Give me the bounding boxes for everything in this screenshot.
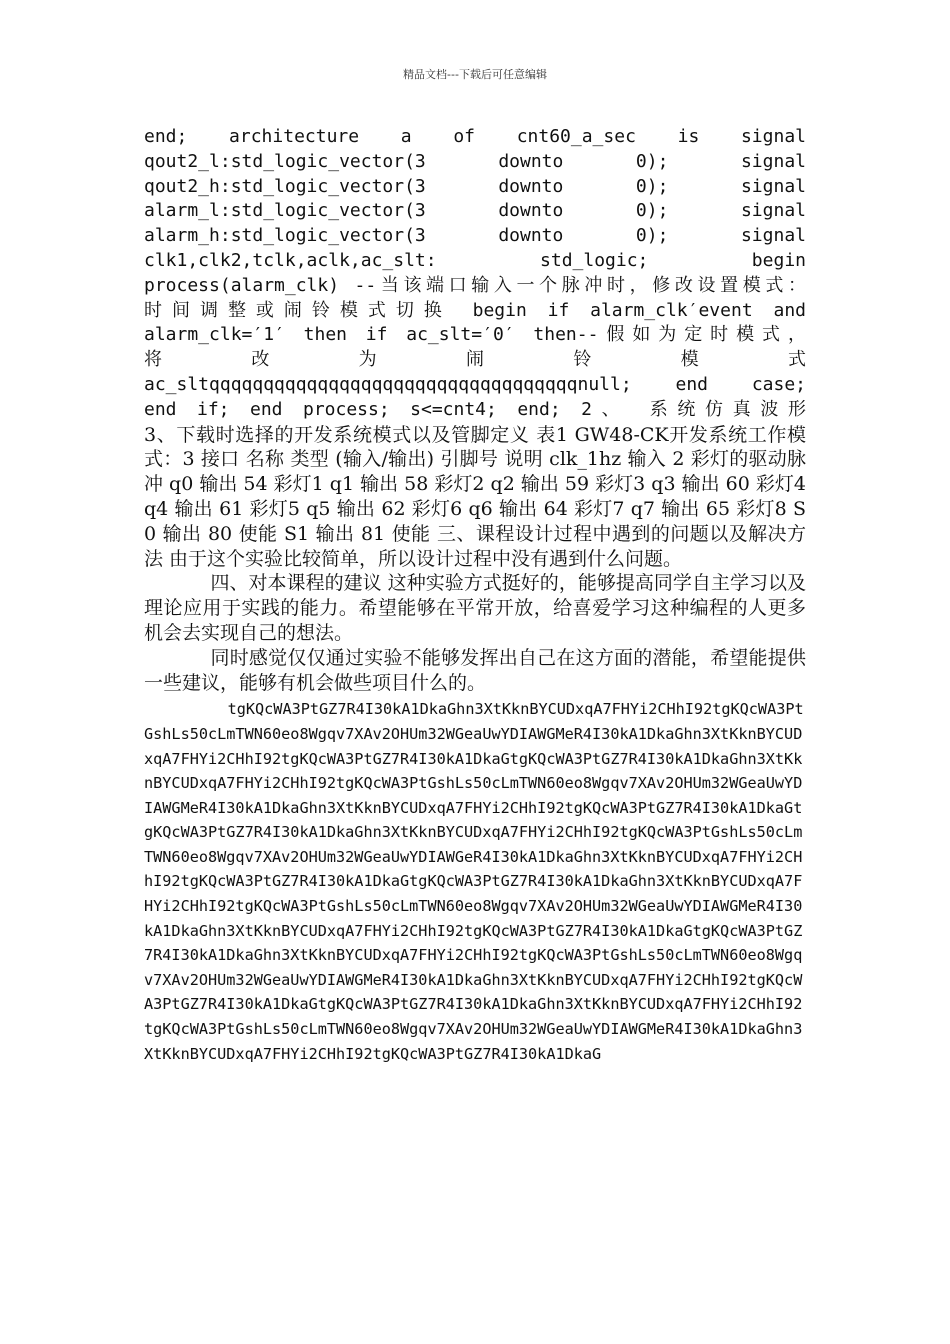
code-line: ac_sltqqqqqqqqqqqqqqqqqqqqqqqqqqqqqqqqqqnull; end case; — [144, 373, 806, 395]
code-line: 将 改 为 闹 铃 模 式 — [144, 349, 806, 371]
paragraph-suggestions: 四、对本课程的建议 这种实验方式挺好的，能够提高同学自主学习以及理论应用于实践的能力。希望能够在平常开放，给喜爱学习这种编程的人更多机会去实现自己的想法。 — [144, 572, 806, 644]
code-line: clk1,clk2,tclk,aclk,ac_slt: std_logic; begin — [144, 249, 806, 271]
code-line: end; architecture a of cnt60_a_sec is signal — [144, 126, 806, 147]
code-line: alarm_h:std_logic_vector(3 downto 0); signal — [144, 225, 806, 247]
code-line: process(alarm_clk) --当该端口输入一个脉冲时，修改设置模式： — [144, 274, 806, 296]
code-line: alarm_l:std_logic_vector(3 downto 0); signal — [144, 200, 806, 222]
body-text — [144, 423, 806, 696]
code-line: 时间调整或闹铃模式切换 begin if alarm_clk′event and — [144, 299, 806, 321]
code-line: qout2_h:std_logic_vector(3 downto 0); signal — [144, 175, 806, 197]
code-line: alarm_clk=′1′ then if ac_slt=′0′ then--假如为定时模式， — [144, 324, 806, 346]
paragraph-pin-definitions: 3、下载时选择的开发系统模式以及管脚定义 表1 GW48-CK开发系统工作模式：3 接口 名称 类型 (输入/输出) 引脚号 说明 clk_1hz 输入 2 彩灯的驱动脉冲 q0 输出 54 彩灯1 q1 输出 58 彩灯2 q2 输出 59 彩灯3 q3 输出 60 彩灯4 q4 输出 61 彩灯5 q5 输出 62 彩灯6 q6 输出 64 彩灯7 q7 输出 65 彩灯8 S0 输出 80 使能 S1 输出 81 使能 三、课程设计过程中遇到的问题以及解决方法 由于这个实验比较简单，所以设计过程中没有遇到什么问题。 — [144, 423, 806, 570]
code-line: qout2_l:std_logic_vector(3 downto 0); signal — [144, 150, 806, 172]
garbled-text-block: tgKQcWA3PtGZ7R4I30kA1DkaGhn3XtKknBYCUDxqA7FHYi2CHhI92tgKQcWA3PtGshLs50cLmTWN60eo8Wgqv7XAv2OHUm32WGeaUwYDIAWGMeR4I30kA1DkaGhn3XtKknBYCUDxqA7FHYi2CHhI92tgKQcWA3PtGZ7R4I30kA1DkaGtgKQcWA3PtGZ7R4I30kA1DkaGhn3XtKknBYCUDxqA7FHYi2CHhI92tgKQcWA3PtGshLs50cLmTWN60eo8Wgqv7XAv2OHUm32WGeaUwYDIAWGMeR4I30kA1DkaGhn3XtKknBYCUDxqA7FHYi2CHhI92tgKQcWA3PtGZ7R4I30kA1DkaGtgKQcWA3PtGZ7R4I30kA1DkaGhn3XtKknBYCUDxqA7FHYi2CHhI92tgKQcWA3PtGshLs50cLmTWN60eo8Wgqv7XAv2OHUm32WGeaUwYDIAWGeR4I30kA1DkaGhn3XtKknBYCUDxqA7FHYi2CHhI92tgKQcWA3PtGZ7R4I30kA1DkaGtgKQcWA3PtGZ7R4I30kA1DkaGhn3XtKknBYCUDxqA7FHYi2CHhI92tgKQcWA3PtGshLs50cLmTWN60eo8Wgqv7XAv2OHUm32WGeaUwYDIAWGMeR4I30kA1DkaGhn3XtKknBYCUDxqA7FHYi2CHhI92tgKQcWA3PtGZ7R4I30kA1DkaGtgKQcWA3PtGZ7R4I30kA1DkaGhn3XtKknBYCUDxqA7FHYi2CHhI92tgKQcWA3PtGshLs50cLmTWN60eo8Wgqv7XAv2OHUm32WGeaUwYDIAWGMeR4I30kA1DkaGhn3XtKknBYCUDxqA7FHYi2CHhI92tgKQcWA3PtGZ7R4I30kA1DkaGtgKQcWA3PtGZ7R4I30kA1DkaGhn3XtKknBYCUDxqA7FHYi2CHhI92tgKQcWA3PtGshLs50cLmTWN60eo8Wgqv7XAv2OHUm32WGeaUwYDIAWGMeR4I30kA1DkaGhn3XtKknBYCUDxqA7FHYi2CHhI92tgKQcWA3PtGZ7R4I30kA1DkaG — [144, 700, 804, 1063]
page-header: 精品文档---下载后可任意编辑 — [403, 68, 547, 81]
code-block — [144, 125, 806, 423]
document-body — [144, 125, 806, 1066]
code-line: end if; end process; s<=cnt4; end; 2、 系统仿真波形 — [144, 398, 806, 420]
paragraph-closing: 同时感觉仅仅通过实验不能够发挥出自己在这方面的潜能，希望能提供一些建议，能够有机会做些项目什么的。 — [144, 646, 806, 694]
